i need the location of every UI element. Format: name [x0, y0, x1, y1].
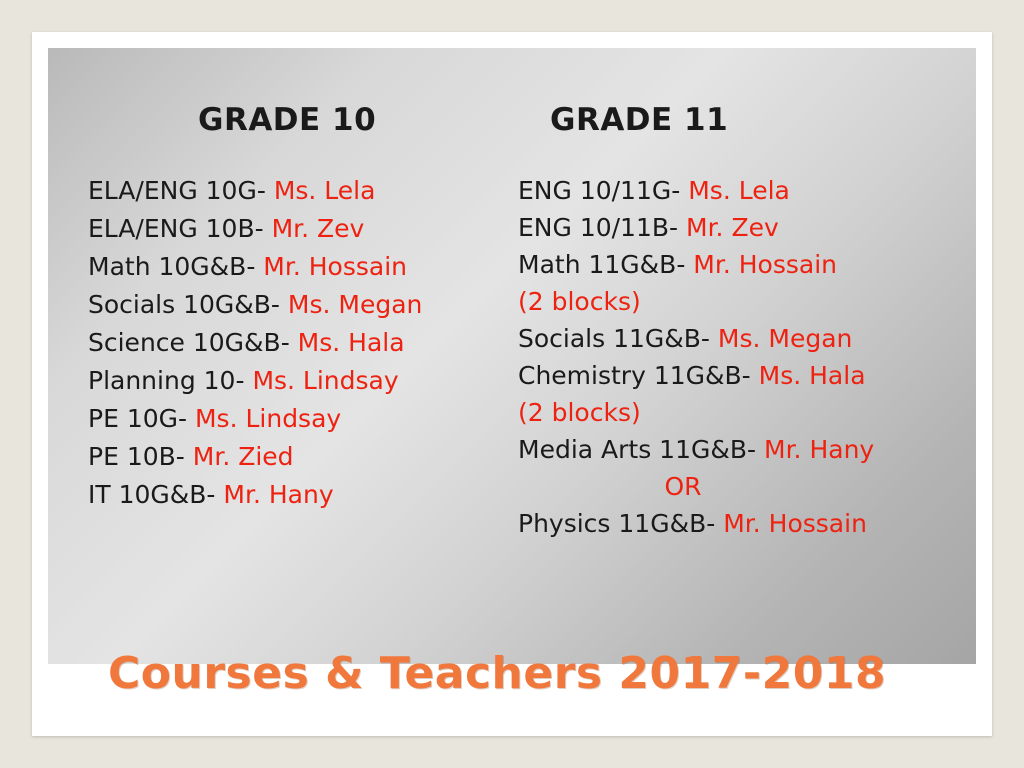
teacher-name: Ms. Lela — [688, 176, 790, 205]
teacher-name: Ms. Hala — [758, 361, 866, 390]
course-line — [518, 246, 968, 283]
course-name: Media Arts 11G&B- — [518, 435, 757, 464]
teacher-name: Mr. Hossain — [263, 252, 407, 281]
course-name: Math 10G&B- — [88, 252, 256, 281]
course-name: ELA/ENG 10B- — [88, 214, 264, 243]
teacher-name: Mr. Hany — [764, 435, 875, 464]
teacher-name: Mr. Hany — [223, 480, 334, 509]
course-name: Math 11G&B- — [518, 250, 686, 279]
grade-10-column — [88, 102, 528, 514]
course-name: Socials 11G&B- — [518, 324, 710, 353]
teacher-name: Mr. Zev — [686, 213, 779, 242]
course-name: ELA/ENG 10G- — [88, 176, 266, 205]
teacher-name: Ms. Megan — [287, 290, 423, 319]
teacher-name: Ms. Lindsay — [252, 366, 399, 395]
course-line — [518, 209, 968, 246]
course-line — [88, 362, 528, 400]
teacher-name: Ms. Megan — [717, 324, 853, 353]
course-line — [88, 286, 528, 324]
teacher-name: Ms. Lela — [273, 176, 376, 205]
course-or-separator: OR — [664, 472, 702, 501]
course-line — [88, 210, 528, 248]
course-note: (2 blocks) — [518, 287, 641, 316]
course-line — [518, 172, 968, 209]
course-name: ENG 10/11B- — [518, 213, 679, 242]
course-line — [88, 476, 528, 514]
course-line — [518, 357, 968, 394]
course-line — [88, 172, 528, 210]
teacher-name: Ms. Lindsay — [194, 404, 342, 433]
course-name: Physics 11G&B- — [518, 509, 716, 538]
course-name: Chemistry 11G&B- — [518, 361, 751, 390]
slide-frame — [32, 32, 992, 736]
course-name: PE 10B- — [88, 442, 185, 471]
course-name: Planning 10- — [88, 366, 245, 395]
teacher-name: Mr. Hossain — [693, 250, 837, 279]
teacher-name: Mr. Zev — [271, 214, 365, 243]
course-note: (2 blocks) — [518, 398, 641, 427]
course-name: Science 10G&B- — [88, 328, 290, 357]
course-name: Socials 10G&B- — [88, 290, 280, 319]
course-line — [88, 438, 528, 476]
course-columns — [48, 48, 976, 664]
course-line — [88, 324, 528, 362]
course-name: IT 10G&B- — [88, 480, 216, 509]
course-line — [518, 505, 968, 542]
course-line — [518, 320, 968, 357]
slide-content-area — [48, 48, 976, 699]
slide-title: Courses & Teachers 2017-2018 — [108, 648, 887, 699]
grade-10-heading: GRADE 10 — [198, 102, 377, 138]
teacher-name: Ms. Hala — [297, 328, 405, 357]
course-line — [88, 400, 528, 438]
teacher-name: Mr. Hossain — [723, 509, 867, 538]
course-name: PE 10G- — [88, 404, 188, 433]
grade-11-heading: GRADE 11 — [550, 102, 729, 138]
course-line — [88, 248, 528, 286]
teacher-name: Mr. Zied — [192, 442, 294, 471]
course-line — [518, 431, 968, 468]
course-name: ENG 10/11G- — [518, 176, 681, 205]
grade-11-column — [518, 102, 968, 542]
